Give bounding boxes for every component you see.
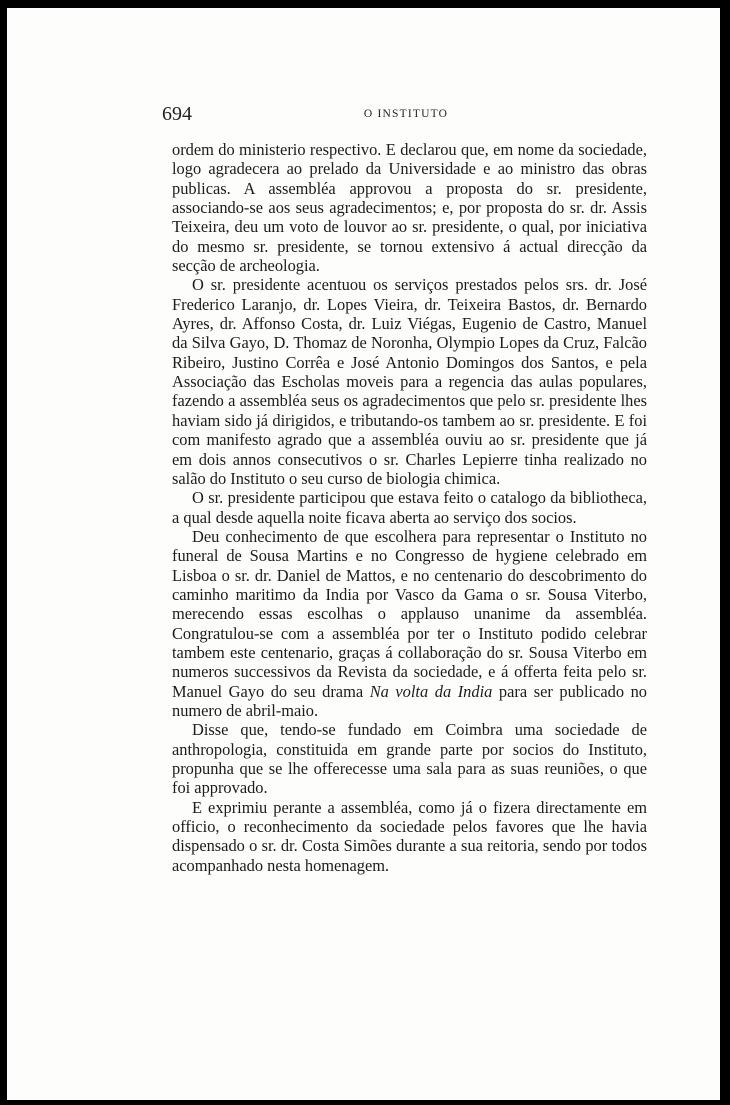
paragraph — [172, 527, 647, 720]
paragraph: O sr. presidente acentuou os serviços prestados pelos srs. dr. José Frederico Laranjo, dr. Lopes Vieira, dr. Teixeira Bastos, dr. Bernardo Ayres, dr. Affonso Costa, dr. Luiz Viégas, Eugenio de Castro, Manuel da Silva Gayo, D. Thomaz de Noronha, Olympio Lopes da Cruz, Falcão Ribeiro, Justino Corrêa e José Antonio Domingos dos Santos, e pela Associação das Escholas moveis para a regencia das aulas populares, fazendo a assembléa seus os agradecimentos que pelo sr. presidente lhes haviam sido já dirigidos, e tributando-os tambem ao sr. presidente. E foi com manifesto agrado que a assembléa ouviu ao sr. presidente que já em dois annos consecutivos o sr. Charles Lepierre tinha realizado no salão do Instituto o seu curso de biologia chimica. — [172, 275, 647, 488]
page-number: 694 — [162, 103, 192, 125]
paragraph: ordem do ministerio respectivo. E declarou que, em nome da sociedade, logo agradecera ao prelado da Universidade e ao ministro das obras publicas. A assembléa approvou a proposta do sr. presidente, associando-se aos seus agradecimentos; e, por proposta do sr. dr. Assis Teixeira, deu um voto de louvor ao sr. presidente, o qual, por iniciativa do mesmo sr. presidente, se tornou extensivo á actual direcção da secção de archeologia. — [172, 140, 647, 276]
body-text — [172, 140, 647, 875]
page-header — [162, 103, 650, 127]
book-page — [7, 8, 720, 1100]
drama-title: Na volta da India — [369, 681, 493, 701]
paragraph: Disse que, tendo-se fundado em Coimbra uma sociedade de anthropologia, constituida em grande parte por socios do Instituto, propunha que se lhe offerecesse uma sala para as suas reuniões, o que foi approvado. — [172, 720, 647, 798]
running-title: O INSTITUTO — [363, 108, 449, 120]
paragraph: E exprimiu perante a assembléa, como já o fizera directamente em officio, o reconhecimento da sociedade pelos favores que lhe havia dispensado o sr. dr. Costa Simões durante a sua reitoria, sendo por todos acompanhado nesta homenagem. — [172, 797, 647, 875]
paragraph-text: para ser publicado no numero de abril-maio. — [172, 681, 647, 720]
paragraph-text: Deu conhecimento de que escolhera para representar o Instituto no funeral de Sousa Martins e no Congresso de hygiene celebrado em Lisboa o sr. dr. Daniel de Mattos, e no centenario do descobrimento do caminho maritimo da India por Vasco da Gama o sr. Sousa Viterbo, merecendo essas escolhas o applauso unanime da assembléa. Congratulou-se com a assembléa por ter o Instituto podido celebrar tambem este centenario, graças á collaboração do sr. Sousa Viterbo em numeros successivos da Revista da sociedade, e á offerta feita pelo sr. Manuel Gayo do seu drama — [172, 526, 647, 701]
paragraph: O sr. presidente participou que estava feito o catalogo da bibliotheca, a qual desde aquella noite ficava aberta ao serviço dos socios. — [172, 488, 647, 527]
